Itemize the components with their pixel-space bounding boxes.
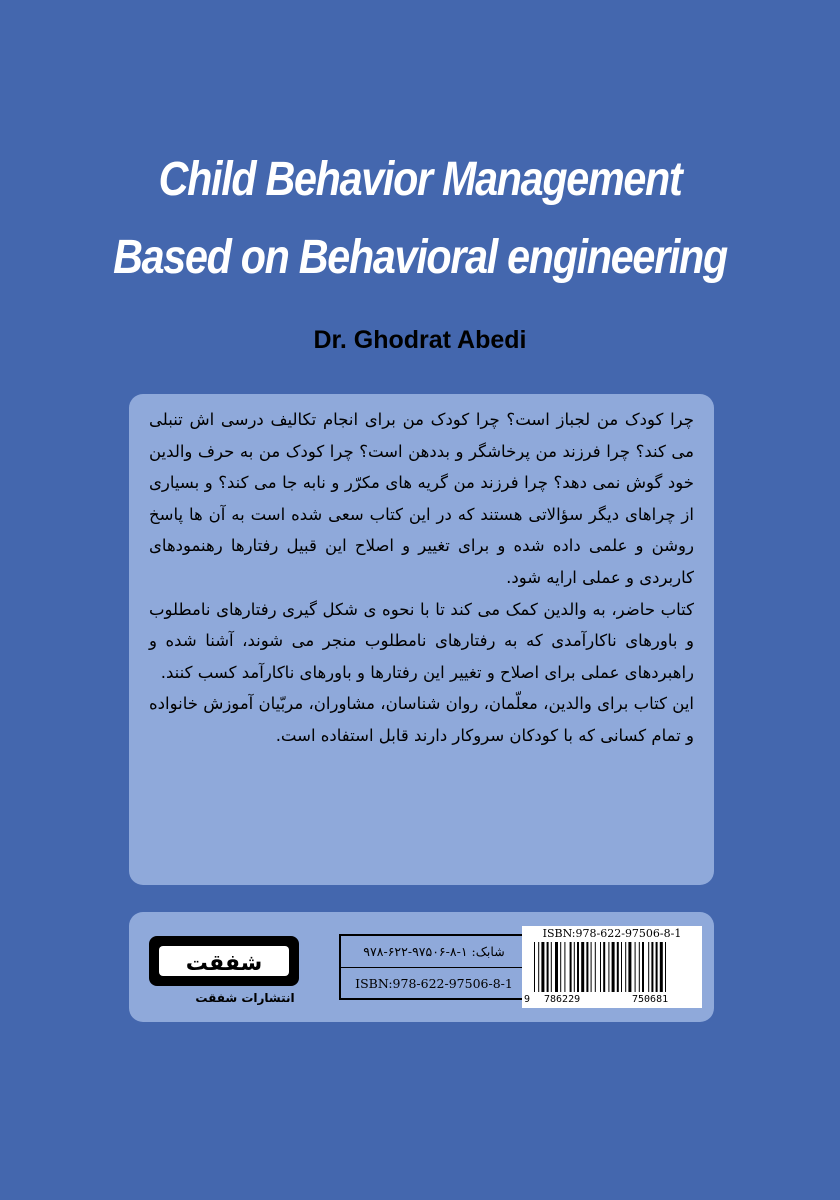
- barcode-bar: [574, 942, 575, 992]
- barcode-bar: [555, 942, 558, 992]
- description-paragraph: کتاب حاضر، به والدین کمک می کند تا با نحوه ی شکل گیری رفتارهای نامطلوب و باورهای ناکارآمدی که به رفتارهای نامطلوب منجر می شوند، آشنا شده و راهبردهای عملی برای اصلاح و تغییر این رفتارها و باورهای ناکارآمد کسب کنند.: [149, 599, 694, 682]
- isbn-latin: ISBN:978-622-97506-8-1: [355, 976, 513, 991]
- barcode-bar: [648, 942, 649, 992]
- barcode-bar: [612, 942, 615, 992]
- barcode-bar: [595, 942, 596, 992]
- barcode-bar: [538, 942, 539, 992]
- cover-title-line1: Child Behavior Management: [158, 153, 682, 206]
- isbn-persian: شابک: ۱-۸-۹۷۵۰۶-۶۲۲-۹۷۸: [341, 936, 527, 968]
- barcode-bar: [570, 942, 572, 992]
- barcode-bar: [635, 942, 636, 992]
- barcode-bar: [656, 942, 658, 992]
- barcode-bar: [639, 942, 640, 992]
- barcode-bar: [651, 942, 653, 992]
- publisher-logo-subtitle: انتشارات شفقت: [195, 991, 295, 1005]
- barcode-bar: [608, 942, 609, 992]
- barcode-bar: [534, 942, 535, 992]
- barcode-bar: [621, 942, 622, 992]
- barcode-bar: [600, 942, 601, 992]
- barcode-bar: [628, 942, 631, 992]
- footer-box: [129, 912, 714, 1022]
- barcode-bar: [586, 942, 588, 992]
- barcode-bar: [625, 942, 626, 992]
- barcode-bar: [581, 942, 584, 992]
- barcode-bar: [547, 942, 549, 992]
- description-paragraph: این کتاب برای والدین، معلّمان، روان شناسان، مشاوران، مربّیان آموزش خانواده و تمام کسانی که با کودکان سروکار دارند قابل استفاده است.: [149, 694, 694, 745]
- barcode-bar: [591, 942, 592, 992]
- barcode-digits-right: 750681: [632, 994, 669, 1005]
- barcode-digit-lead: 9: [524, 994, 531, 1005]
- author-name: Dr. Ghodrat Abedi: [313, 326, 527, 354]
- barcode: [522, 926, 702, 1008]
- barcode-bar: [560, 942, 561, 992]
- publisher-logo-text: شفقت: [185, 951, 263, 976]
- isbn-box: [339, 934, 529, 1000]
- barcode-bar: [551, 942, 552, 992]
- barcode-bar: [642, 942, 644, 992]
- cover-title-line2: Based on Behavioral engineering: [113, 231, 727, 284]
- barcode-bar: [541, 942, 544, 992]
- barcode-bar: [577, 942, 579, 992]
- barcode-bar: [665, 942, 666, 992]
- barcode-isbn-label: ISBN:978-622-97506-8-1: [542, 927, 682, 940]
- publisher-logo: [145, 930, 305, 1008]
- barcode-bar: [564, 942, 565, 992]
- description-box: [129, 394, 714, 885]
- description-paragraph: چرا کودک من لجباز است؟ چرا کودک من برای انجام تکالیف درسی اش تنبلی می کند؟ چرا فرزند من پرخاشگر و بددهن است؟ چرا کودک من به حرف والدین خود گوش نمی دهد؟ چرا فرزند من گریه های مکرّر و نابه جا می کند؟ و بسیاری از چراهای دیگر سؤالاتی هستند که در این کتاب سعی شده است به آن ها پاسخ روشن و علمی داده شده و برای تغییر و اصلاح این قبیل رفتارها رهنمودهای کاربردی و عملی ارایه شود.: [149, 410, 694, 587]
- barcode-bar: [603, 942, 605, 992]
- barcode-bar: [660, 942, 663, 992]
- barcode-digits-left: 786229: [544, 994, 581, 1005]
- barcode-bar: [617, 942, 619, 992]
